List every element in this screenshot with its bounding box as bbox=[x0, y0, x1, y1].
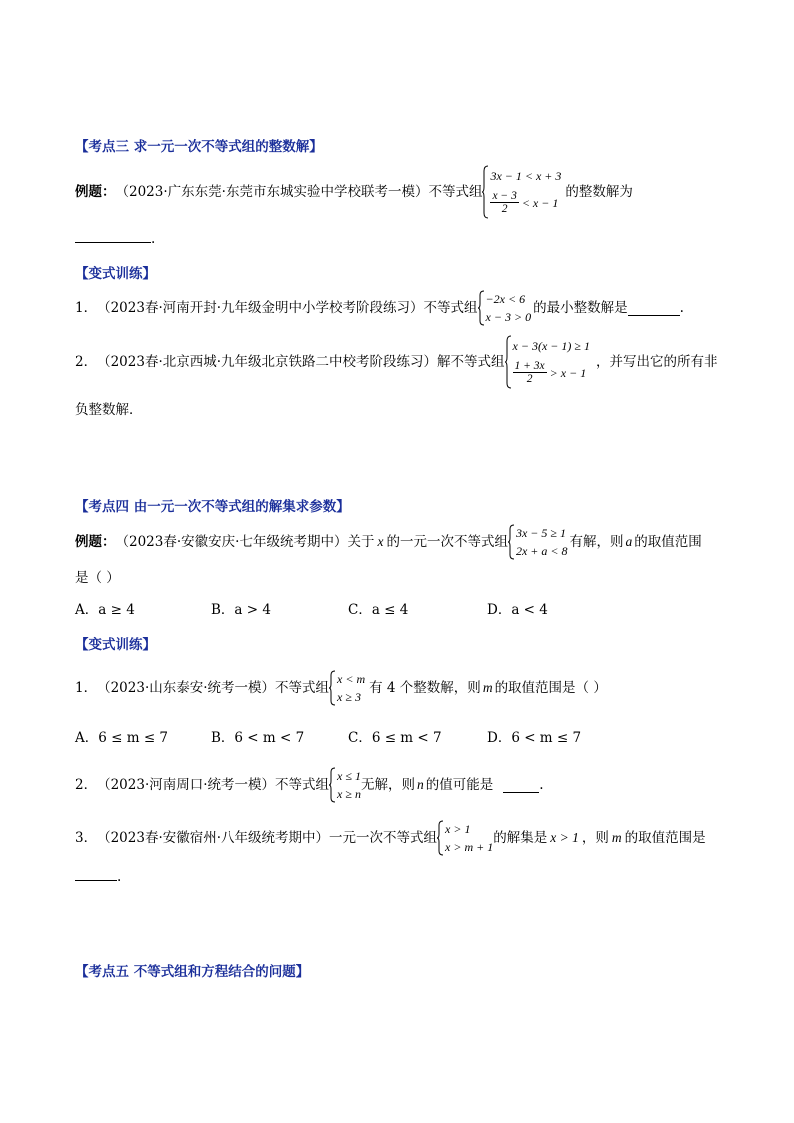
question-3-answer-line: . bbox=[75, 866, 121, 887]
section-4-question-3 bbox=[75, 818, 706, 858]
question-number: 3． bbox=[75, 830, 98, 846]
answer-line: . bbox=[75, 228, 155, 249]
question-tail: 的解集是 bbox=[493, 830, 548, 846]
variable-m: m bbox=[482, 680, 493, 695]
question-number: 1． bbox=[75, 680, 98, 696]
section-4-question-2: 2． （2023·河南周口·统考一模）不等式组 x ≤ 1 x ≥ n 无解，则 n 的值可能是 . bbox=[75, 769, 544, 801]
answer-blank[interactable] bbox=[75, 228, 151, 243]
brace-icon bbox=[329, 767, 335, 803]
section-4-example bbox=[75, 522, 702, 562]
question-number: 1． bbox=[75, 300, 98, 316]
inequality-1: x < m bbox=[337, 672, 366, 686]
inequality-1: x > 1 bbox=[445, 822, 471, 836]
fraction: $\frac{1 + 3x}{2}$ bbox=[514, 360, 545, 386]
inequality-2: < x − 1 bbox=[521, 195, 559, 210]
example-tail-b: 的取值范围 bbox=[634, 534, 702, 550]
brace-icon bbox=[508, 524, 514, 560]
inequality-system bbox=[437, 820, 493, 856]
variable-a: a bbox=[625, 534, 633, 549]
option-d[interactable]: D．6 < m ≤ 7 bbox=[487, 730, 582, 746]
inequality-1: x ≤ 1 bbox=[337, 769, 361, 783]
example-source: （2023春·安徽安庆·七年级统考期中）关于 bbox=[115, 534, 375, 550]
brace-icon bbox=[437, 820, 443, 856]
inequality-1: −2x < 6 bbox=[485, 292, 526, 306]
solution-set: x > 1 bbox=[550, 830, 579, 845]
option-c[interactable]: C．6 ≤ m < 7 bbox=[348, 730, 442, 746]
question-tail-b: ，则 bbox=[581, 830, 609, 846]
inequality-1: x − 3(x − 1) ≥ 1 bbox=[512, 338, 590, 353]
answer-blank[interactable] bbox=[75, 866, 117, 881]
example-tail: 有解，则 bbox=[569, 534, 624, 550]
inequality-2: x > m + 1 bbox=[445, 840, 494, 854]
example-tail: 的整数解为 bbox=[565, 184, 633, 200]
inequality-2: 2x + a < 8 bbox=[515, 544, 568, 558]
question-source: （2023春·河南开封·九年级金明中小学校考阶段练习）不等式组 bbox=[97, 300, 478, 316]
section-3-question-2 bbox=[75, 334, 717, 390]
question-source: （2023·河南周口·统考一模）不等式组 bbox=[97, 777, 330, 793]
question-tail: 的最小整数解是 bbox=[533, 300, 628, 316]
inequality-2: > x − 1 bbox=[549, 365, 587, 380]
example-label: 例题： bbox=[75, 534, 116, 550]
question-tail-c: 的取值范围是 bbox=[624, 830, 706, 846]
section-4-question-1 bbox=[75, 668, 607, 708]
option-b[interactable]: B．6 < m < 7 bbox=[211, 730, 305, 746]
inequality-system bbox=[478, 290, 532, 326]
inequality-system bbox=[329, 767, 361, 803]
question-tail-b: 的取值范围是（ ） bbox=[494, 680, 607, 696]
question-tail-b: 的值可能是 bbox=[425, 777, 494, 793]
variable-m: m bbox=[611, 830, 622, 845]
brace-icon bbox=[505, 335, 511, 389]
option-a[interactable]: A．a ≥ 4 bbox=[75, 602, 135, 618]
inequality-1: 3x − 5 ≥ 1 bbox=[515, 526, 566, 540]
section-4-title: 【考点四 由一元一次不等式组的解集求参数】 bbox=[75, 499, 350, 515]
variable-x: x bbox=[377, 534, 384, 549]
inequality-system bbox=[505, 335, 590, 389]
section-3-title: 【考点三 求一元一次不等式组的整数解】 bbox=[75, 139, 323, 155]
brace-icon bbox=[478, 290, 484, 326]
brace-icon bbox=[329, 670, 335, 706]
question-tail: ，并写出它的所有非 bbox=[595, 354, 718, 370]
option-d[interactable]: D．a < 4 bbox=[487, 602, 548, 618]
inequality-2: x ≥ n bbox=[337, 787, 361, 801]
question-number: 2． bbox=[75, 777, 98, 793]
example-source: （2023·广东东莞·东莞市东城实验中学校联考一模）不等式组 bbox=[115, 184, 483, 200]
inequality-system bbox=[508, 524, 568, 560]
question-2-line-2: 负整数解． bbox=[75, 402, 143, 418]
section-5-title: 【考点五 不等式组和方程结合的问题】 bbox=[75, 964, 310, 980]
section-3-variant-title: 【变式训练】 bbox=[75, 266, 156, 282]
question-source: （2023·山东泰安·统考一模）不等式组 bbox=[97, 680, 330, 696]
inequality-1: 3x − 1 < x + 3 bbox=[490, 168, 562, 183]
variable-n: n bbox=[416, 777, 424, 792]
brace-icon bbox=[482, 165, 488, 219]
option-a[interactable]: A．6 ≤ m ≤ 7 bbox=[75, 730, 169, 746]
section-3-example bbox=[75, 162, 633, 222]
option-b[interactable]: B．a > 4 bbox=[211, 602, 271, 618]
inequality-system bbox=[482, 165, 561, 219]
question-source: （2023春·安徽宿州·八年级统考期中）一元一次不等式组 bbox=[97, 830, 438, 846]
answer-blank[interactable] bbox=[503, 778, 539, 793]
section-3-question-1: 1． （2023春·河南开封·九年级金明中小学校考阶段练习）不等式组 −2x < 6 x − 3 > 0 的最小整数解是 . bbox=[75, 292, 684, 324]
answer-blank[interactable] bbox=[628, 301, 680, 316]
question-number: 2． bbox=[75, 354, 98, 370]
inequality-2: x ≥ 3 bbox=[337, 690, 361, 704]
example-source-b: 的一元一次不等式组 bbox=[386, 534, 508, 550]
question-tail: 有 4 个整数解，则 bbox=[369, 680, 481, 696]
inequality-system bbox=[329, 670, 365, 706]
example-label: 例题： bbox=[75, 184, 116, 200]
question-tail: 无解，则 bbox=[360, 777, 415, 793]
inequality-2: x − 3 > 0 bbox=[485, 310, 532, 324]
section-4-variant-title: 【变式训练】 bbox=[75, 637, 156, 653]
option-c[interactable]: C．a ≤ 4 bbox=[348, 602, 409, 618]
fraction: $\frac{x - 3}{2}$ bbox=[492, 190, 517, 216]
question-source: （2023春·北京西城·九年级北京铁路二中校考阶段练习）解不等式组 bbox=[97, 354, 505, 370]
example-line-2: 是（ ） bbox=[75, 570, 120, 586]
